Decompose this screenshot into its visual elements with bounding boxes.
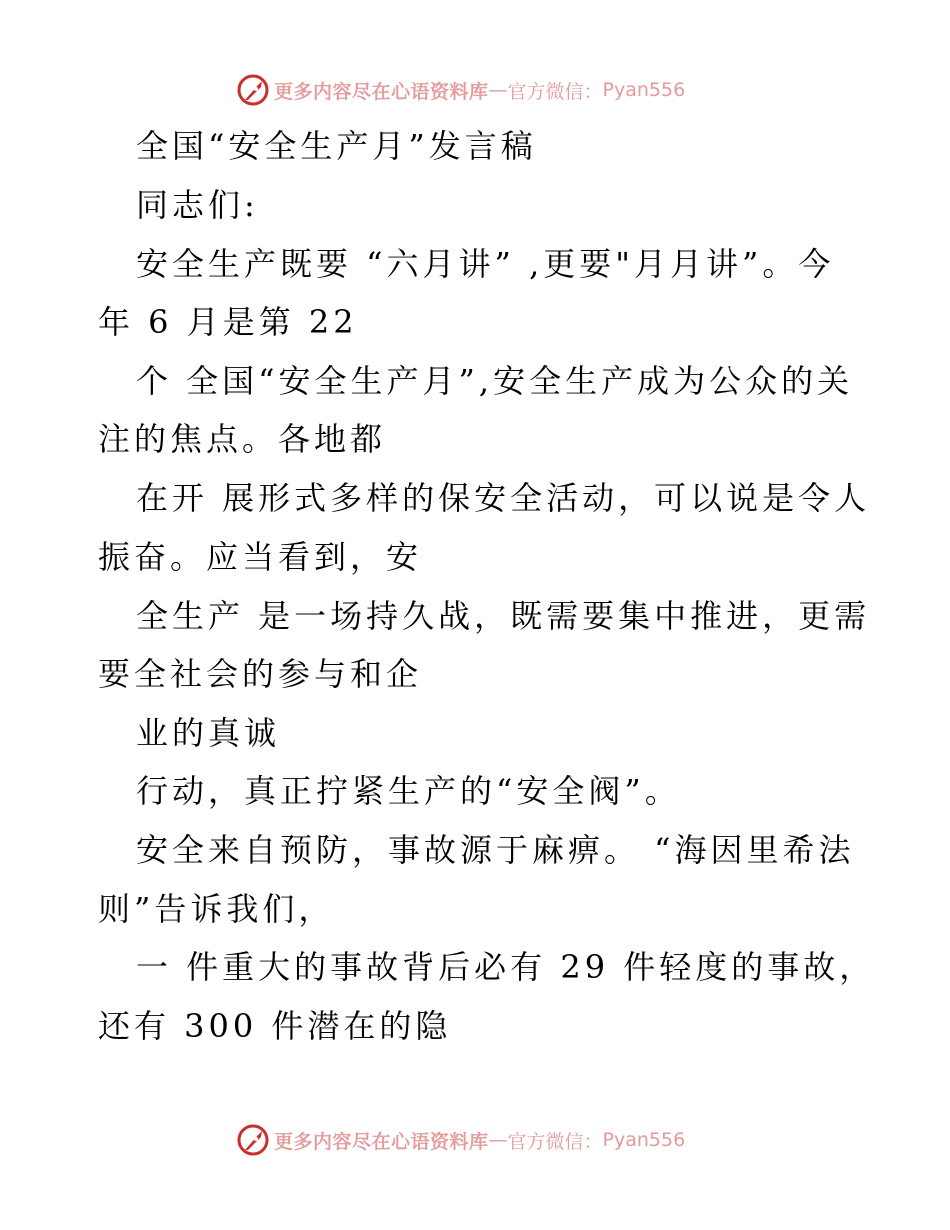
watermark-text: 更多内容尽在心语资料库 xyxy=(274,80,489,103)
watermark-dash: — xyxy=(488,1129,508,1151)
paragraph-line: 注的焦点。各地都 xyxy=(98,420,387,458)
watermark-wechat-id: Pyan556 xyxy=(602,79,686,101)
footer-watermark xyxy=(236,1123,685,1157)
watermark-text: 更多内容尽在心语资料库 xyxy=(274,1130,489,1153)
paragraph-line: 全生产 是一场持久战，既需要集中推进，更需 xyxy=(136,597,871,635)
paragraph-line: 要全社会的参与和企 xyxy=(98,655,423,693)
paragraph-line: 一 件重大的事故背后必有 29 件轻度的事故， xyxy=(136,948,876,986)
paragraph-line: 年 6 月是第 22 xyxy=(98,303,358,341)
watermark-wechat-label: 官方微信： xyxy=(507,1130,603,1153)
paragraph-line: 则”告诉我们， xyxy=(98,890,335,928)
header-watermark xyxy=(236,73,685,107)
paragraph-line: 还有 300 件潜在的隐 xyxy=(98,1007,452,1045)
watermark-dash: — xyxy=(488,79,508,101)
paragraph-line: 振奋。应当看到，安 xyxy=(98,538,423,576)
paragraph-line: 同志们: xyxy=(136,186,259,224)
paragraph-line: 业的真诚 xyxy=(136,714,281,752)
paragraph-line: 行动，真正拧紧生产的“安全阀”。 xyxy=(136,772,681,810)
paragraph-line: 安全来自预防，事故源于麻痹。 “海因里希法 xyxy=(136,831,855,869)
watermark-wechat-id: Pyan556 xyxy=(602,1129,686,1151)
pen-logo-icon xyxy=(236,73,270,107)
paragraph-line: 安全生产既要 “六月讲” ,更要"月月讲”。今 xyxy=(136,245,835,283)
paragraph-line: 在开 展形式多样的保安全活动，可以说是令人 xyxy=(136,479,871,517)
document-title: 全国“安全生产月”发言稿 xyxy=(136,127,537,165)
paragraph-line: 个 全国“安全生产月”,安全生产成为公众的关 xyxy=(136,362,854,400)
pen-logo-icon xyxy=(236,1123,270,1157)
watermark-wechat-label: 官方微信： xyxy=(507,80,603,103)
